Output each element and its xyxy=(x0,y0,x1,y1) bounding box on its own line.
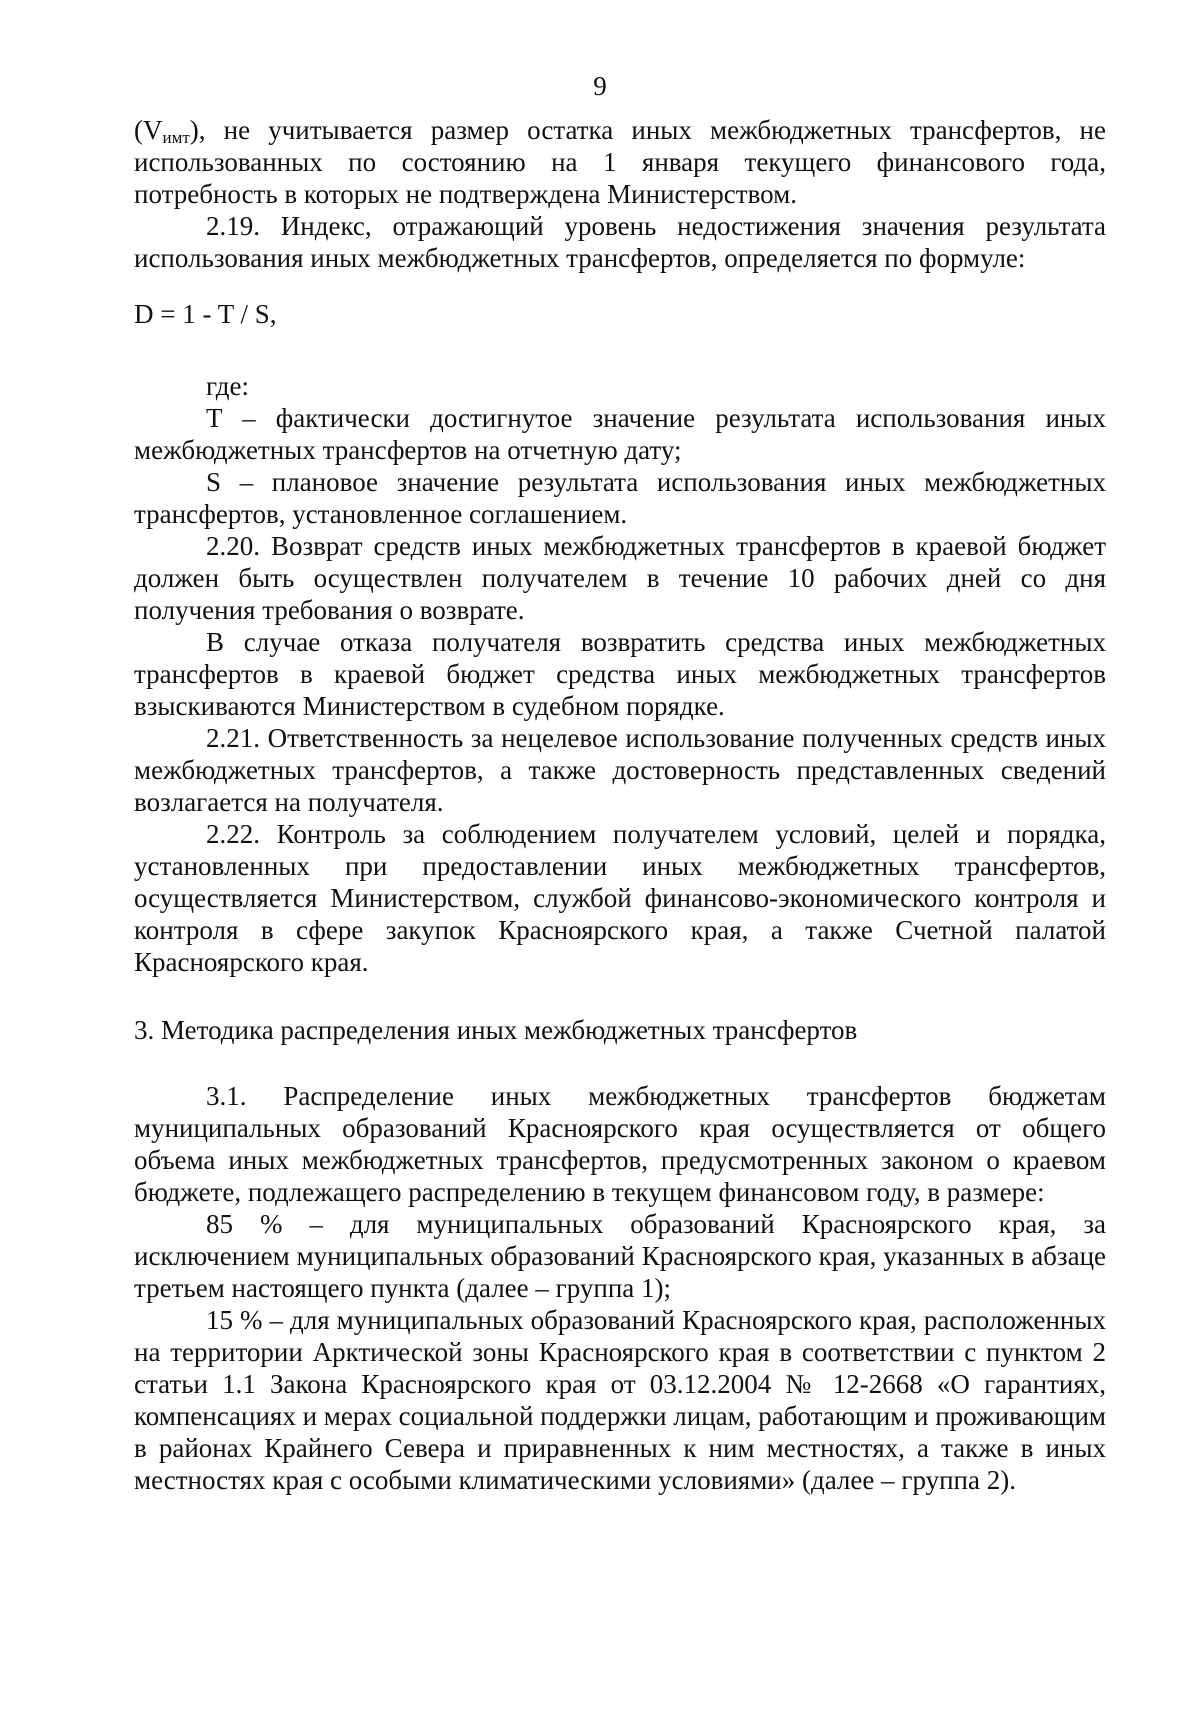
formula: D = 1 - T / S, xyxy=(134,299,277,329)
paragraph-2-19: 2.19. Индекс, отражающий уровень недостижения значения результата использования иных межбюджетных трансфертов, определяется по формуле: xyxy=(134,211,1106,273)
vimt-rest: ), не учитывается размер остатка иных межбюджетных трансфертов, не использованных по состоянию на 1 января текущего финансового года, потребность в которых не подтверждена Министерством. xyxy=(134,115,1106,209)
paragraph-t-definition: T – фактически достигнутое значение результата использования иных межбюджетных трансфертов на отчетную дату; xyxy=(134,403,1106,465)
paragraph-2-21: 2.21. Ответственность за нецелевое использование полученных средств иных межбюджетных трансфертов, а также достоверность представленных сведений возлагается на получателя. xyxy=(134,723,1106,817)
section-3-heading: 3. Методика распределения иных межбюджетных трансфертов xyxy=(134,1015,858,1045)
document-body xyxy=(134,114,1106,1496)
paragraph-3-1-group-1: 85 % – для муниципальных образований Красноярского края, за исключением муниципальных образований Красноярского края, указанных в абзаце третьем настоящего пункта (далее – группа 1); xyxy=(134,1209,1106,1303)
paragraph-2-22: 2.22. Контроль за соблюдением получателем условий, целей и порядка, установленных при предоставлении иных межбюджетных трансфертов, осуществляется Министерством, службой финансово-экономического контроля и контроля в сфере закупок Красноярского края, а также Счетной палатой Красноярского края. xyxy=(134,819,1106,977)
paragraph-2-20: 2.20. Возврат средств иных межбюджетных трансфертов в краевой бюджет должен быть осуществлен получателем в течение 10 рабочих дней со дня получения требования о возврате. xyxy=(134,531,1106,625)
paragraph-vimt xyxy=(134,114,1106,210)
paragraph-3-1-group-2: 15 % – для муниципальных образований Красноярского края, расположенных на территории Арктической зоны Красноярского края в соответствии с пунктом 2 статьи 1.1 Закона Красноярского края от 03.12.2004 № 12-2668 «О гарантиях, компенсациях и мерах социальной поддержки лицам, работающим и проживающим в районах Крайнего Севера и приравненных к ним местностях, а также в иных местностях края с особыми климатическими условиями» (далее – группа 2). xyxy=(134,1305,1106,1495)
paragraph-s-definition: S – плановое значение результата использования иных межбюджетных трансфертов, установленное соглашением. xyxy=(134,467,1106,529)
page-number: 9 xyxy=(593,71,607,101)
vimt-subscript: имт xyxy=(162,128,190,147)
paragraph-3-1: 3.1. Распределение иных межбюджетных трансфертов бюджетам муниципальных образований Красноярского края осуществляется от общего объема иных межбюджетных трансфертов, предусмотренных законом о краевом бюджете, подлежащего распределению в текущем финансовом году, в размере: xyxy=(134,1081,1106,1207)
paragraph-2-20-refusal: В случае отказа получателя возвратить средства иных межбюджетных трансфертов в краевой бюджет средства иных межбюджетных трансфертов взыскиваются Министерством в судебном порядке. xyxy=(134,627,1106,721)
vimt-prefix: (V xyxy=(134,115,163,145)
paragraph-where: где: xyxy=(206,371,249,401)
